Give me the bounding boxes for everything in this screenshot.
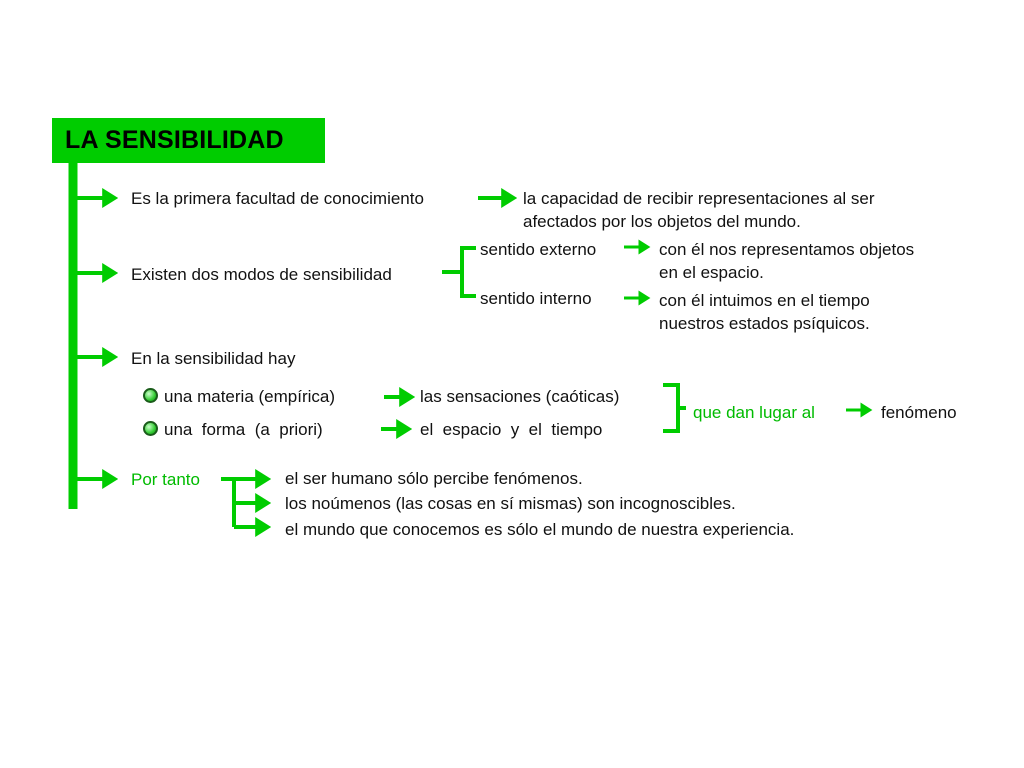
conclusion-3: el mundo que conocemos es sólo el mundo de nuestra experiencia. [285,520,795,539]
matter-bullet-icon [143,388,158,403]
external-label: sentido externo [480,240,597,259]
connector-label: que dan lugar al [693,403,815,422]
branch1-detail-line1: la capacidad de recibir representaciones al ser [523,189,875,208]
branch4-tree [221,479,248,527]
form-label: una forma (a priori) [164,420,323,439]
internal-label: sentido interno [480,289,592,308]
page-title: LA SENSIBILIDAD [52,118,325,163]
internal-desc-line2: nuestros estados psíquicos. [659,314,870,333]
matter-result: las sensaciones (caóticas) [420,387,620,406]
branch1-detail-line2: afectados por los objetos del mundo. [523,212,801,231]
branch3-bracket-left [663,385,686,431]
branch1-label: Es la primera facultad de conocimiento [131,189,424,208]
external-desc-line2: en el espacio. [659,263,764,282]
form-bullet-icon [143,421,158,436]
branch4-label: Por tanto [131,470,200,489]
form-result: el espacio y el tiempo [420,420,603,439]
internal-desc-line1: con él intuimos en el tiempo [659,291,870,310]
matter-label: una materia (empírica) [164,387,336,406]
outcome-label: fenómeno [881,403,957,422]
branch2-bracket [442,248,476,296]
conclusion-2: los noúmenos (las cosas en sí mismas) son incognoscibles. [285,494,736,513]
branch2-label: Existen dos modos de sensibilidad [131,265,392,284]
branch3-label: En la sensibilidad hay [131,349,296,368]
external-desc-line1: con él nos representamos objetos [659,240,915,259]
conclusion-1: el ser humano sólo percibe fenómenos. [285,469,583,488]
